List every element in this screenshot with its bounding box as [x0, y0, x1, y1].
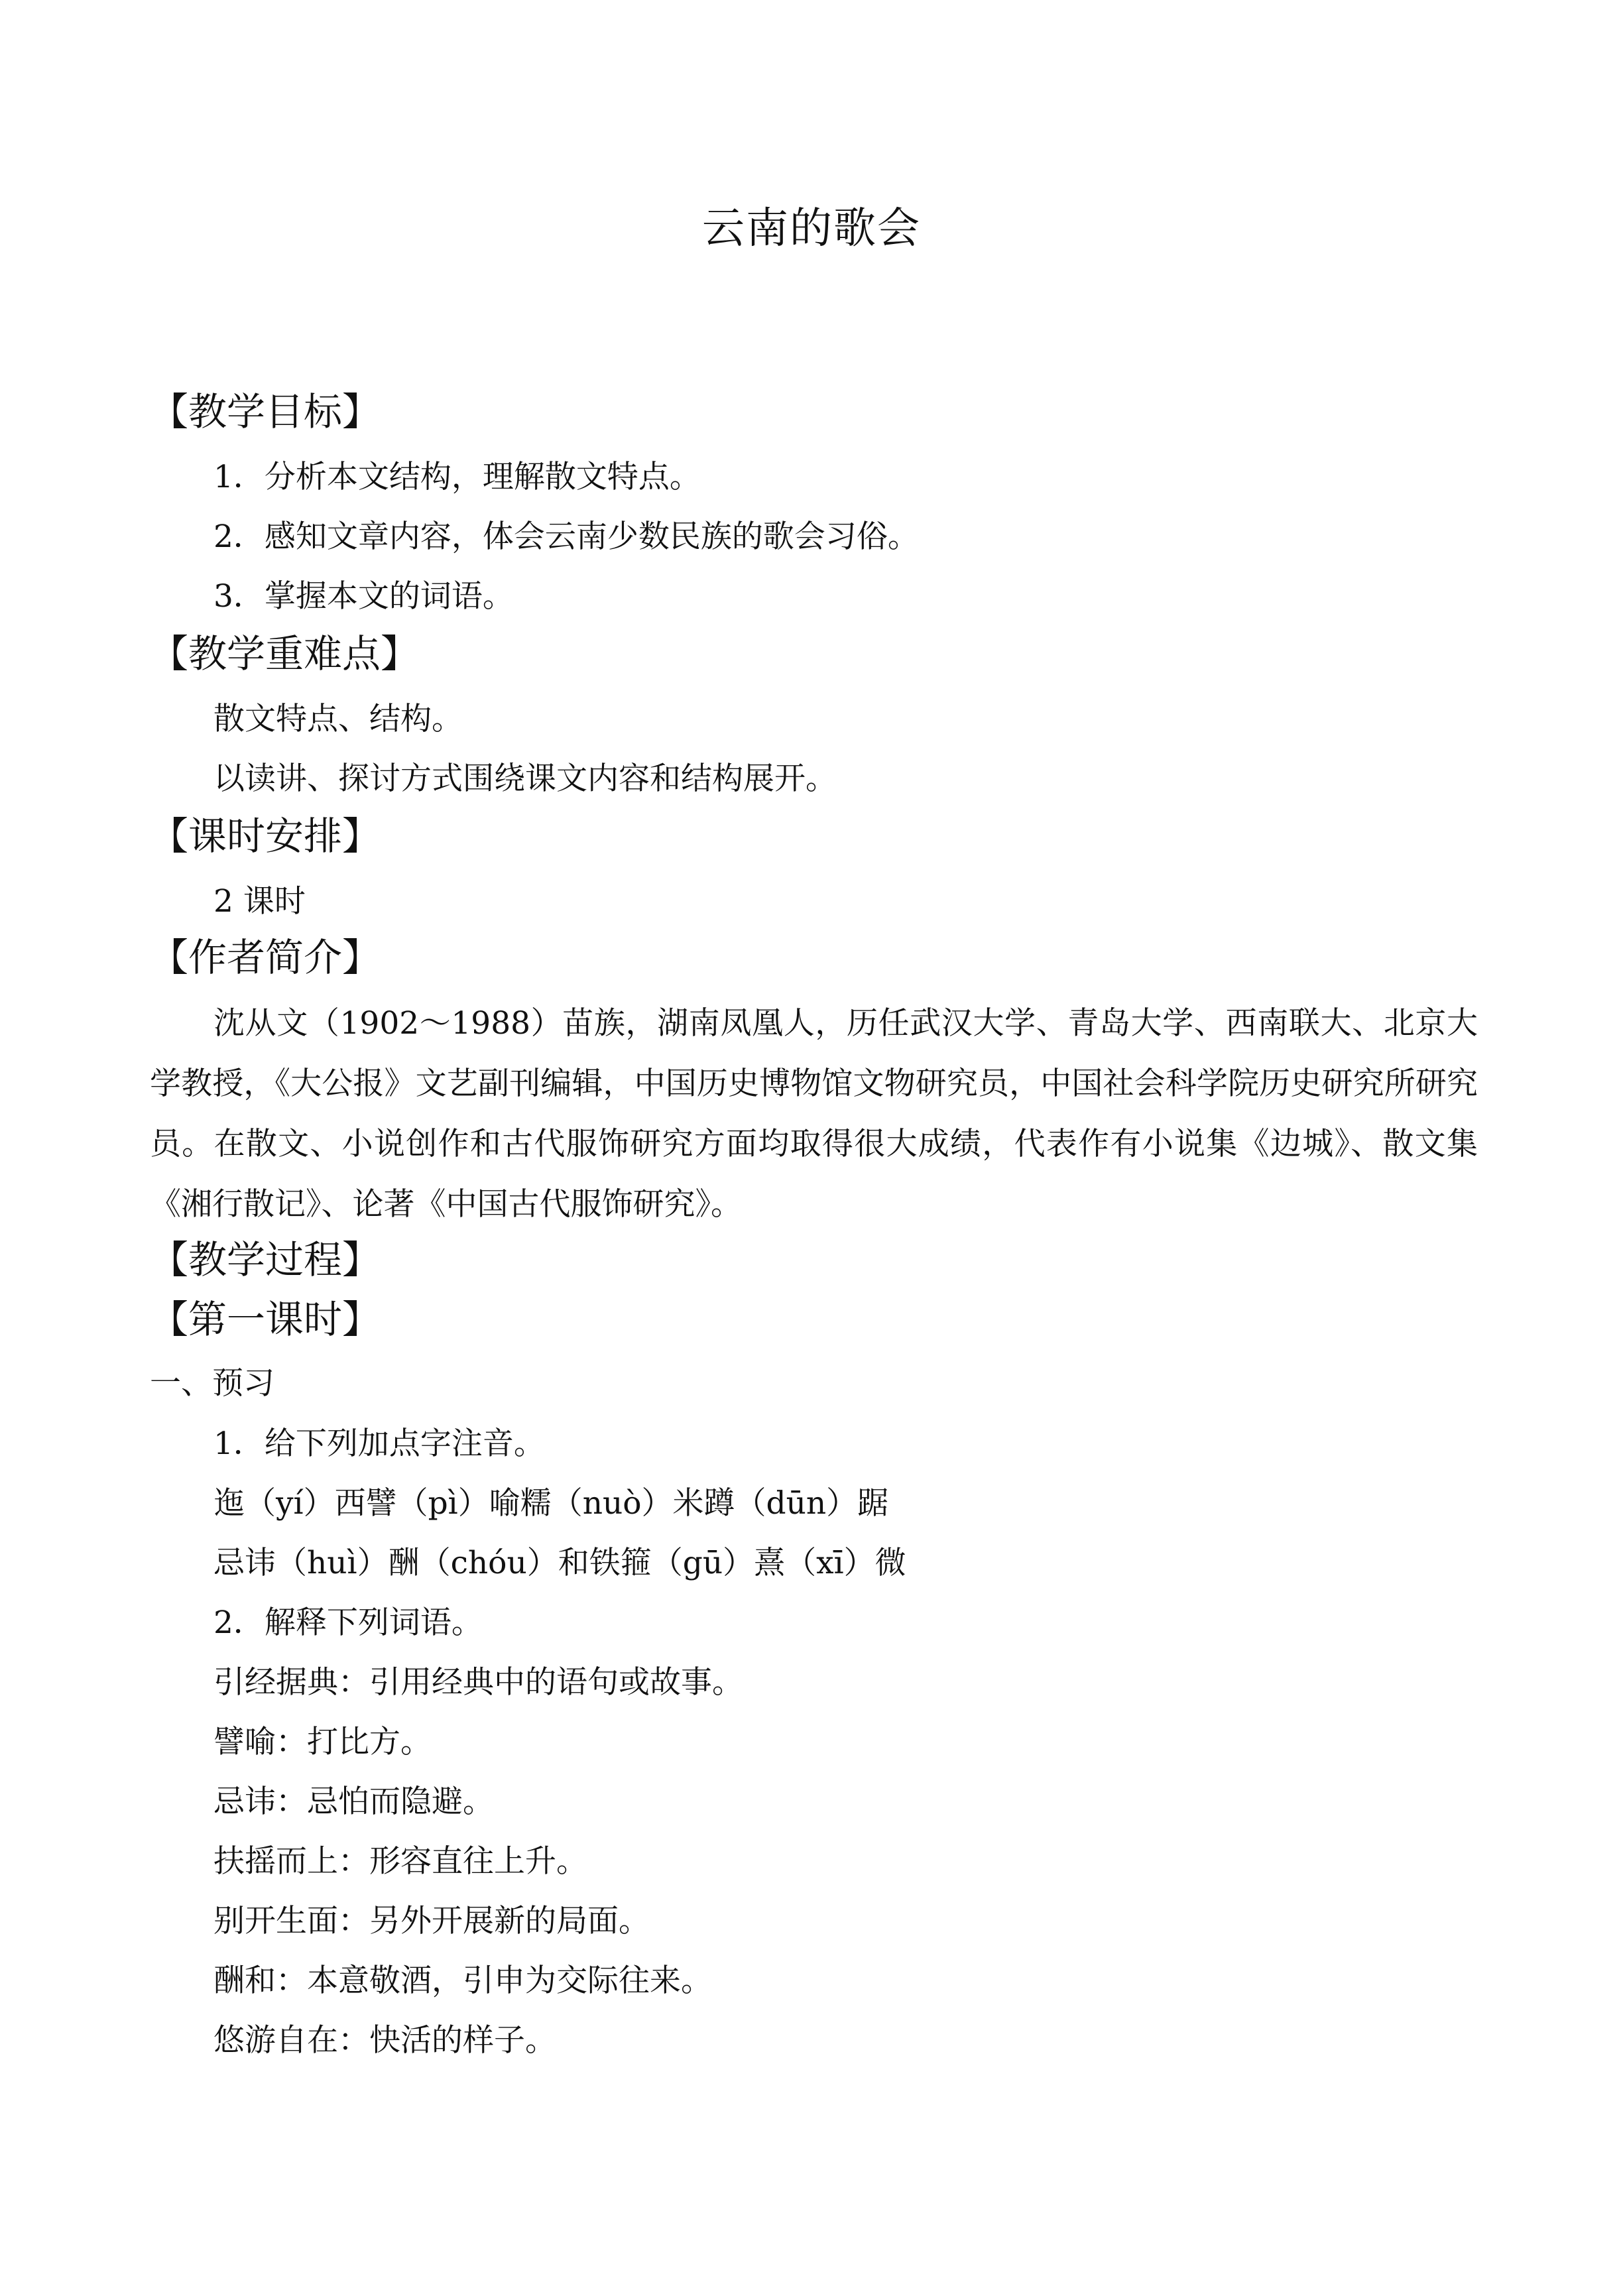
task-2: 2．解释下列词语。 — [213, 1604, 483, 1641]
pinyin-line-2: 忌讳（huì）酬（chóu）和铁箍（gū）熹（xī）微 — [213, 1545, 906, 1581]
definition-4: 扶摇而上：形容直往上升。 — [213, 1843, 587, 1880]
definition-2: 譬喻：打比方。 — [213, 1724, 432, 1760]
definition-5: 别开生面：另外开展新的局面。 — [213, 1903, 650, 1939]
task-1: 1．给下列加点字注音。 — [213, 1425, 545, 1462]
definition-7: 悠游自在：快活的样子。 — [213, 2022, 556, 2059]
objective-item-1: 1．分析本文结构，理解散文特点。 — [213, 459, 701, 495]
heading-lesson-1: 【第一课时】 — [150, 1297, 381, 1342]
part-1-label: 一、预习 — [150, 1365, 274, 1402]
key-point-line-2: 以读讲、探讨方式围绕课文内容和结构展开。 — [213, 760, 837, 797]
definition-1: 引经据典：引用经典中的语句或故事。 — [213, 1664, 743, 1701]
heading-author: 【作者简介】 — [150, 935, 381, 980]
heading-key-points: 【教学重难点】 — [150, 631, 420, 676]
definition-6: 酬和：本意敬酒，引申为交际往来。 — [213, 1963, 712, 1999]
author-paragraph: 沈从文（1902～1988）苗族，湖南凤凰人，历任武汉大学、青岛大学、西南联大、北京大学教授，《大公报》文艺副刊编辑，中国历史博物馆文物研究员，中国社会科学院历史研究所研究员。在散文、小说创作和古代服饰研究方面均取得很大成绩，代表作有小说集《边城》、散文集《湘行散记》、论著《中国古代服饰研究》。 — [150, 1005, 1478, 1223]
pinyin-line-1: 迤（yí）西譬（pì）喻糯（nuò）米蹲（dūn）踞 — [213, 1485, 889, 1522]
key-point-line-1: 散文特点、结构。 — [213, 701, 463, 737]
heading-process: 【教学过程】 — [150, 1237, 381, 1282]
definition-3: 忌讳：忌怕而隐避。 — [213, 1783, 494, 1820]
schedule-text: 2 课时 — [213, 883, 306, 920]
objective-item-2: 2．感知文章内容，体会云南少数民族的歌会习俗。 — [213, 518, 919, 555]
page-title: 云南的歌会 — [702, 204, 921, 253]
heading-schedule: 【课时安排】 — [150, 814, 381, 859]
objective-item-3: 3．掌握本文的词语。 — [213, 578, 514, 615]
heading-objectives: 【教学目标】 — [150, 389, 381, 434]
